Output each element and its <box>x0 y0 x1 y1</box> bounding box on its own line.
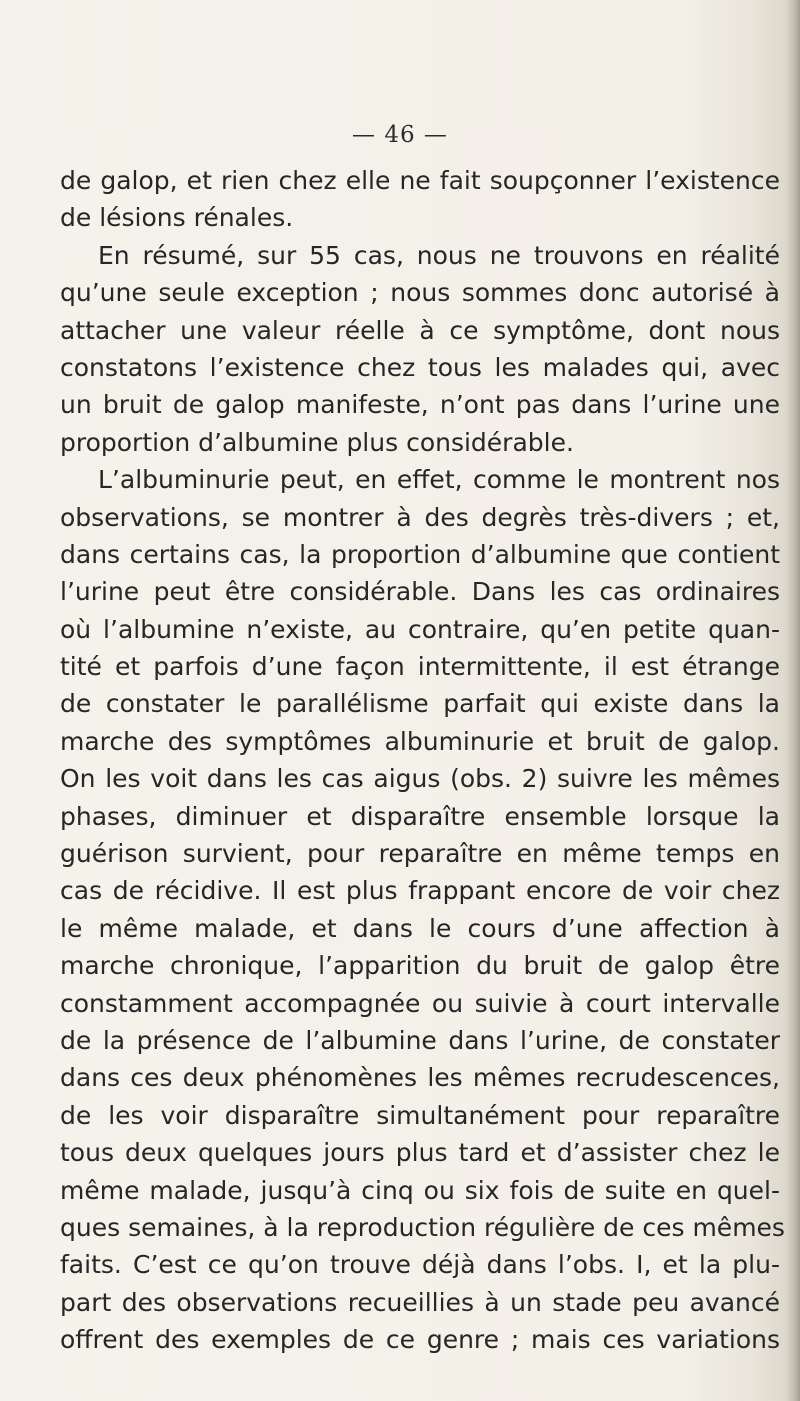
text-line: cas de récidive. Il est plus frappant encore de voir chez <box>60 876 780 906</box>
text-line: faits. C’est ce qu’on trouve déjà dans l’obs. I, et la plu- <box>60 1250 780 1280</box>
text-line: où l’albumine n’existe, au contraire, qu’en petite quan- <box>60 614 780 644</box>
text-line: dans ces deux phénomènes les mêmes recrudescences, <box>60 1063 780 1093</box>
text-line: qu’une seule exception ; nous sommes donc autorisé à <box>60 278 780 308</box>
text-line: dans certains cas, la proportion d’albumine que contient <box>60 539 780 569</box>
text-line: de constater le parallélisme parfait qui existe dans la <box>60 689 780 719</box>
text-line: ques semaines, à la reproduction régulière de ces mêmes <box>60 1212 785 1242</box>
text-line: de la présence de l’albumine dans l’urine, de constater <box>60 1025 780 1055</box>
text-line: phases, diminuer et disparaître ensemble lorsque la <box>60 801 780 831</box>
text-line: En résumé, sur 55 cas, nous ne trouvons en réalité <box>98 240 780 270</box>
page-edge-shadow <box>786 0 800 1401</box>
text-line: offrent des exemples de ce genre ; mais ces variations <box>60 1325 780 1355</box>
text-line: de galop, et rien chez elle ne fait soupçonner l’existence <box>60 166 780 195</box>
text-line: tité et parfois d’une façon intermittente, il est étrange <box>60 652 780 682</box>
text-line: marche chronique, l’apparition du bruit de galop être <box>60 951 780 981</box>
text-line: même malade, jusqu’à cinq ou six fois de suite en quel- <box>60 1175 780 1205</box>
body-text <box>60 162 785 1359</box>
page-number: — 46 — <box>352 122 448 148</box>
text-line: observations, se montrer à des degrès très-divers ; et, <box>60 502 780 532</box>
text-line: attacher une valeur réelle à ce symptôme, dont nous <box>60 315 780 345</box>
text-line: On les voit dans les cas aigus (obs. 2) suivre les mêmes <box>60 764 780 794</box>
text-line: le même malade, et dans le cours d’une affection à <box>60 913 780 943</box>
text-line: guérison survient, pour reparaître en même temps en <box>60 839 780 869</box>
text-line: de lésions rénales. <box>60 203 294 233</box>
text-line: part des observations recueillies à un stade peu avancé <box>60 1287 780 1317</box>
text-line: l’urine peut être considérable. Dans les cas ordinaires <box>60 577 780 607</box>
text-line: marche des symptômes albuminurie et bruit de galop. <box>60 726 780 756</box>
text-line: constatons l’existence chez tous les malades qui, avec <box>60 352 780 382</box>
text-line: tous deux quelques jours plus tard et d’assister chez le <box>60 1138 780 1168</box>
text-line: un bruit de galop manifeste, n’ont pas dans l’urine une <box>60 390 780 420</box>
text-line: proportion d’albumine plus considérable. <box>60 427 574 457</box>
text-line: L’albuminurie peut, en effet, comme le montrent nos <box>98 465 780 495</box>
text-line: constamment accompagnée ou suivie à court intervalle <box>60 988 780 1018</box>
text-line: de les voir disparaître simultanément pour reparaître <box>60 1100 780 1130</box>
